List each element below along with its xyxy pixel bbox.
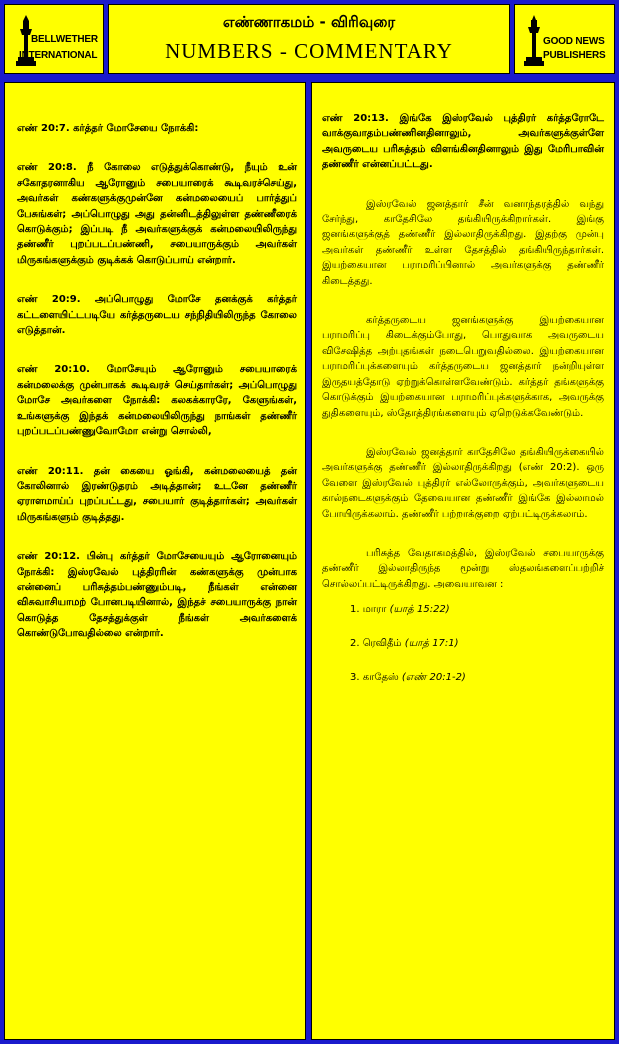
- page-title-box: [108, 4, 510, 74]
- right-column: [311, 82, 615, 1040]
- verse-20-9: எண் 20:9. அப்பொழுது மோசே தனக்குக் கர்த்தர் கட்டளையிட்டபடியே கர்த்தருடைய சந்நிதியிலிருந்த கோலை எடுத்தான்.: [17, 294, 297, 337]
- reference-verse: (யாத் 17:1): [404, 638, 459, 650]
- list-item: [350, 670, 604, 685]
- good-news-tower-icon: [523, 15, 545, 67]
- bellwether-logo: [4, 4, 104, 74]
- reference-verse: (யாத் 15:22): [389, 604, 450, 616]
- good-news-logo: [514, 4, 615, 74]
- list-item: [350, 636, 604, 651]
- verse-20-12: எண் 20:12. பின்பு கர்த்தர் மோசேயையும் ஆரோனையும் நோக்கி: இஸ்ரவேல் புத்திரரின் கண்களுக்கு முன்பாக என்னைப் பரிசுத்தம்பண்ணும்படி, நீங்கள் என்னை விசுவாசியாமற் போனபடியினால், இந்தச் சபையாருக்கு நான் கொடுத்த தேசத்துக்குள் நீங்கள் அவர்களைக் கொண்டுபோவதில்லை என்றார்.: [17, 551, 297, 640]
- verse-20-8: எண் 20:8. நீ கோலை எடுத்துக்கொண்டு, நீயும் உன் சகோதரனாகிய ஆரோனும் சபையாரைக் கூடிவரச்செய்து, அவர்கள் கண்களுக்குமுன்னே கன்மலையைப் பார்த்துப் பேசுங்கள்; அப்பொழுது அது தன்னிடத்திலுள்ள தண்ணீரைக் கொடுக்கும்; இப்படி நீ அவர்களுக்குக் கன்மலையிலிருந்து தண்ணீர் புறப்படப்பண்ணி, சபையாருக்கும் அவர்கள் மிருகங்களுக்கும் குடிக்கக் கொடுப்பாய் என்றார்.: [17, 162, 297, 266]
- good-news-logo-line2: PUBLISHERS: [543, 50, 606, 61]
- verse-20-11: எண் 20:11. தன் கையை ஓங்கி, கன்மலையைத் தன் கோலினால் இரண்டுதரம் அடித்தான்; உடனே தண்ணீர் ஏராளமாய்ப் புறப்பட்டது, சபையார் குடித்தார்கள்; அவர்கள் மிருகங்களும் குடித்தது.: [17, 465, 297, 523]
- verse-20-13: எண் 20:13. இங்கே இஸ்ரவேல் புத்திரர் கர்த்தரோடே வாக்குவாதம்பண்ணினதினாலும், அவர்களுக்குள்ளே அவருடைய பரிசுத்தம் விளங்கினதினாலும் இது மேரிபாவின் தண்ணீர் என்னப்பட்டது.: [322, 113, 604, 171]
- reference-place: 3. காதேஸ்: [350, 672, 399, 684]
- page-title-english: NUMBERS - COMMENTARY: [165, 39, 453, 63]
- reference-verse: (எண் 20:1-2): [401, 672, 466, 684]
- page-title-tamil: எண்ணாகமம் - விரிவுரை: [222, 13, 396, 31]
- reference-place: 1. மாரா: [350, 604, 387, 616]
- list-item: [350, 602, 604, 617]
- commentary-paragraph: இஸ்ரவேல் ஜனத்தார் சீன் வனாந்தரத்தில் வந்து சேர்ந்து, காதேசிலே தங்கியிருக்கிறார்கள். இங்கு ஜனங்களுக்குத் தண்ணீர் இல்லாதிருக்கிறது. இதற்கு முன்பு அவர்கள் தண்ணீர் உள்ள தேசத்தில் தங்கியிருந்தார்கள். இயற்கையான பராமரிப்பினால் அவர்களுக்கு தண்ணீர் கிடைத்தது.: [322, 198, 604, 287]
- commentary-paragraph: பரிசுத்த வேதாகமத்தில், இஸ்ரவேல் சபையாருக்கு தண்ணீர் இல்லாதிருந்த மூன்று ஸ்தலங்களைப்பற்றிச் சொல்லப்பட்டிருக்கிறது. அவையாவன :: [322, 547, 604, 590]
- verse-20-7: எண் 20:7. கர்த்தர் மோசேயை நோக்கி:: [17, 123, 199, 134]
- reference-list: [322, 602, 604, 685]
- commentary-paragraph: கர்த்தருடைய ஜனங்களுக்கு இயற்கையான பராமரிப்பு கிடைக்கும்போது, பொதுவாக அவருடைய விசேஷித்த அற்புதங்கள் நடைபெறுவதில்லை. இயற்கையான பராமரிப்புக்களையும் கர்த்தருடைய ஜனத்தார் நன்றியுள்ள இருதயத்தோடு ஏற்றுக்கொள்ளவேண்டும். கர்த்தர் தங்களுக்கு கொடுக்கும் இயற்கையான பராமரிப்புக்களுக்காக, அவருக்கு துதிகளையும், ஸ்தோத்திரங்களையும் ஏறெடுக்கவேண்டும்.: [322, 315, 604, 419]
- left-column: [4, 82, 306, 1040]
- commentary-paragraph: இஸ்ரவேல் ஜனத்தார் காதேசிலே தங்கியிருக்கையில் அவர்களுக்கு தண்ணீர் இல்லாதிருக்கிறது (எண் 20:2). ஒரு வேளை இஸ்ரவேல் புத்திரர் எல்லோருக்கும், அவர்களுடைய கால்நடைகளுக்கும் தேவையான தண்ணீர் இங்கே இல்லாமல் போயிருக்கலாம். தண்ணீர் பற்றாக்குறை ஏற்பட்டிருக்கலாம்.: [322, 446, 604, 520]
- good-news-logo-line1: GOOD NEWS: [543, 36, 605, 47]
- verse-20-10: எண் 20:10. மோசேயும் ஆரோனும் சபையாரைக் கன்மலைக்கு முன்பாகக் கூடிவரச் செய்தார்கள்; அப்பொழுது மோசே அவர்களை நோக்கி: கலகக்காரரே, கேளுங்கள், உங்களுக்கு இந்தக் கன்மலையிலிருந்து நாங்கள் தண்ணீர் புறப்படப்பண்ணுவோமோ என்று சொல்லி,: [17, 364, 297, 438]
- bellwether-logo-line2: INTERNATIONAL: [19, 50, 98, 61]
- bellwether-logo-line1: BELLWETHER: [31, 34, 98, 45]
- reference-place: 2. ரெவிதீம்: [350, 638, 402, 650]
